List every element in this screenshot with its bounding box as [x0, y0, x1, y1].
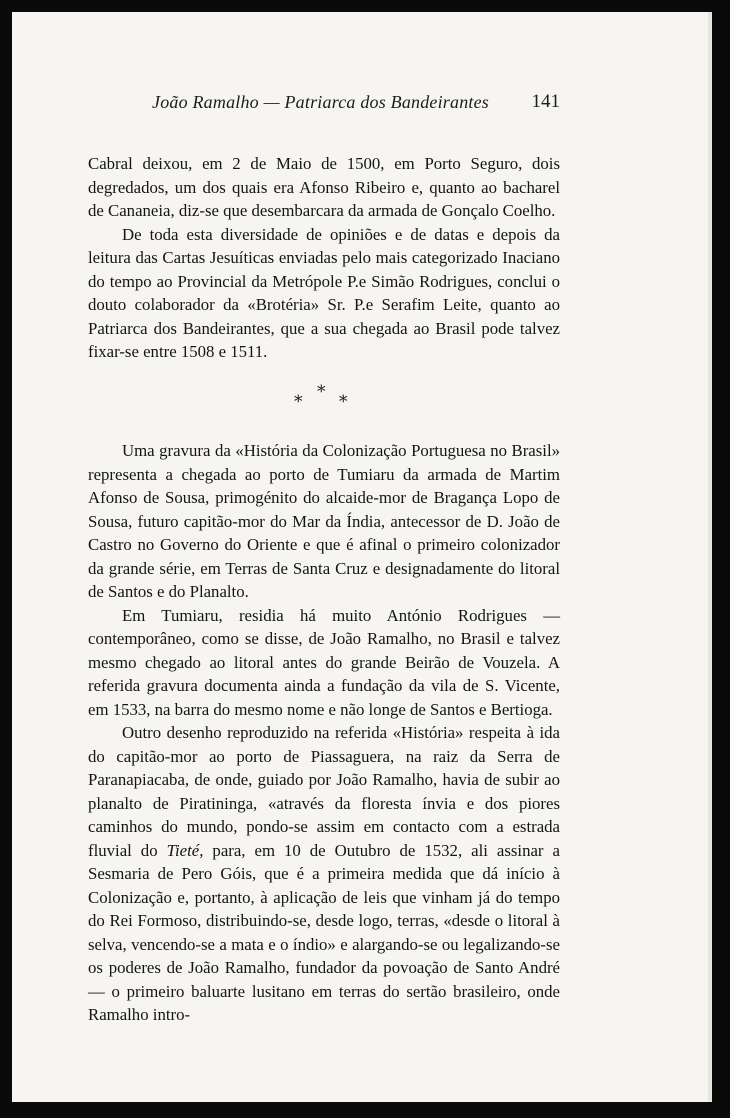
asterisk-icon: * [294, 392, 303, 412]
page-edge [708, 12, 712, 1102]
paragraph: De toda esta diversidade de opiniões e de datas e depois da leitura das Cartas Jesuíticas enviadas pelo mais categorizado Inaciano do tempo ao Provincial da Metrópole P.e Simão Rodrigues, conclui o douto colaborador da «Brotéria» Sr. P.e Serafim Leite, quanto ao Patriarca dos Bandeirantes, que a sua chegada ao Brasil pode talvez fixar-se entre 1508 e 1511. [88, 224, 560, 361]
paragraph: Cabral deixou, em 2 de Maio de 1500, em Porto Seguro, dois degredados, um dos quais era Afonso Ribeiro e, quanto ao bacharel de Cananeia, diz-se que desembarcara da armada de Gonçalo Coelho. [88, 154, 560, 220]
text-block-bottom [88, 439, 560, 1027]
asterisk-icon: * [317, 382, 326, 402]
page-number: 141 [531, 91, 560, 112]
page-header [88, 90, 560, 116]
paragraph-text: para, em 10 de Outubro de 1532, ali assinar a Sesmaria de Pero Góis, que é a primeira medida que dá início à Colonização e, portanto, à aplicação de leis que vinham já do tempo do Rei Formoso, distribuindo-se, desde logo, terras, «desde o litoral à selva, vencendo-se a mata e o índio» e alargando-se ou legalizando-se os poderes de João Ramalho, fundador da povoação de Santo André — o primeiro baluarte lusitano em terras do sertão brasileiro, onde Ramalho intro- [88, 840, 560, 1024]
paragraph [88, 721, 560, 1027]
asterisk-icon: * [339, 392, 348, 412]
section-separator [272, 382, 372, 412]
running-title: João Ramalho — Patriarca dos Bandeirantes [152, 92, 490, 112]
paragraph: Em Tumiaru, residia há muito António Rodrigues — contemporâneo, como se disse, de João Ramalho, no Brasil e talvez mesmo chegado ao litoral antes do grande Beirão de Vouzela. A referida gravura documenta ainda a fundação da vila de S. Vicente, em 1533, na barra do mesmo nome e não longe de Santos e Bertioga. [88, 605, 560, 719]
paragraph: Uma gravura da «História da Colonização Portuguesa no Brasil» representa a chegada ao porto de Tumiaru da armada de Martim Afonso de Sousa, primogénito do alcaide-mor de Bragança Lopo de Sousa, futuro capitão-mor do Mar da Índia, antecessor de D. João de Castro no Governo do Oriente e que é afinal o primeiro colonizador da grande série, em Terras de Santa Cruz e designadamente do litoral de Santos e do Planalto. [88, 441, 560, 601]
paragraph-text: Outro desenho reproduzido na referida «História» respeita à ida do capitão-mor ao porto de Piassaguera, na raiz da Serra de Paranapiacaba, de onde, guiado por João Ramalho, havia de subir ao planalto de Piratininga, «através da floresta ínvia e dos piores caminhos do mundo, pondo-se assim em contacto com a estrada fluvial do [88, 723, 560, 860]
text-block-top [88, 152, 560, 364]
italic-term: Tieté, [166, 840, 204, 860]
book-page [12, 12, 712, 1102]
